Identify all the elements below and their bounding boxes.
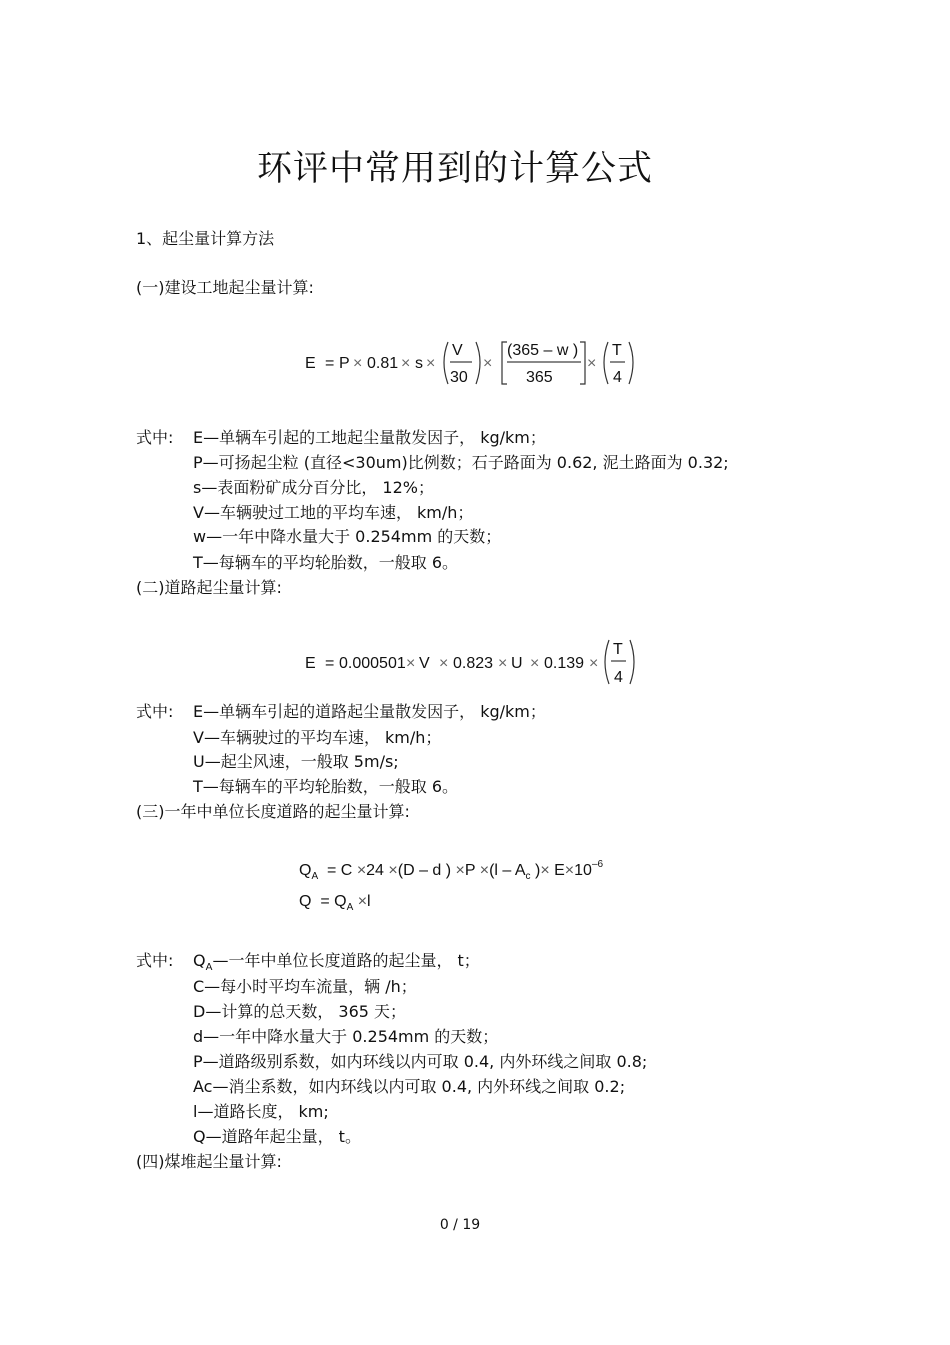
section-heading: 1、起尘量计算方法 — [136, 229, 275, 248]
definition-line: C—每小时平均车流量，辆 /h； — [193, 977, 417, 996]
svg-text:V: V — [419, 655, 430, 672]
definition-line: D—计算的总天数， 365 天； — [193, 1002, 407, 1021]
svg-text:×: × — [401, 355, 411, 372]
definition-line: Ac—消尘系数，如内环线以内可取 0.4, 内外环线之间取 0.2; — [193, 1077, 626, 1096]
svg-text:×: × — [498, 655, 508, 672]
definition-line: d—一年中降水量大于 0.254mm 的天数； — [193, 1027, 499, 1046]
svg-text:V: V — [452, 342, 463, 359]
definition-line: $Q_A—$一年中单位长度道路的起尘量， t； — [193, 951, 480, 973]
svg-text:4: 4 — [614, 669, 623, 686]
svg-text:0.000501: 0.000501 — [339, 655, 406, 672]
definition-line: w—一年中降水量大于 0.254mm 的天数； — [193, 527, 502, 546]
definition-line: l—道路长度， km; — [193, 1102, 329, 1121]
svg-text:×: × — [587, 355, 597, 372]
svg-text:U: U — [511, 655, 523, 672]
definition-line: E—单辆车引起的工地起尘量散发因子， kg/km； — [193, 428, 546, 447]
where-label: 式中: — [136, 702, 174, 721]
svg-text:(365 – w ): (365 – w ) — [507, 342, 579, 359]
subsection-heading-1: (一)建设工地起尘量计算: — [136, 278, 314, 297]
svg-text:=: = — [325, 655, 335, 672]
svg-text:4: 4 — [613, 369, 622, 386]
svg-text:×: × — [483, 355, 493, 372]
svg-text:×: × — [353, 355, 363, 372]
definition-line: V—车辆驶过工地的平均车速， km/h； — [193, 503, 474, 522]
svg-text:30: 30 — [450, 369, 468, 386]
where-label: 式中: — [136, 428, 174, 447]
svg-text:0.81: 0.81 — [367, 355, 399, 372]
formula-unit-length-dust: $Q_A = C \times 24 \times(D - d$ ) $\times P \times(l - A_c$ )× $E\times 10^{-6}$ — [299, 859, 604, 882]
definition-line: Q—道路年起尘量， t。 — [193, 1127, 361, 1146]
definition-line: V—车辆驶过的平均车速， km/h； — [193, 728, 442, 747]
definition-line: T—每辆车的平均轮胎数，一般取 6。 — [193, 777, 459, 796]
subsection-heading-2: (二)道路起尘量计算: — [136, 578, 282, 597]
subsection-heading-3: (三)一年中单位长度道路的起尘量计算: — [136, 802, 410, 821]
definition-line: U—起尘风速，一般取 5m/s; — [193, 752, 399, 771]
svg-text:×: × — [406, 655, 416, 672]
svg-text:×: × — [589, 655, 599, 672]
svg-text:×: × — [530, 655, 540, 672]
svg-text:P: P — [339, 355, 350, 372]
page-number: 0 / 19 — [439, 1217, 481, 1233]
subsection-heading-4: (四)煤堆起尘量计算: — [136, 1152, 282, 1171]
where-label: 式中: — [136, 951, 174, 970]
page-title: 环评中常用到的计算公式 — [256, 149, 653, 189]
definition-line: E—单辆车引起的道路起尘量散发因子， kg/km； — [193, 702, 546, 721]
formula-construction-dust — [295, 336, 655, 392]
svg-text:E: E — [305, 655, 316, 672]
svg-text:×: × — [439, 655, 449, 672]
svg-text:E: E — [305, 355, 316, 372]
svg-text:365: 365 — [526, 369, 553, 386]
svg-text:×: × — [426, 355, 436, 372]
definition-line: T—每辆车的平均轮胎数，一般取 6。 — [193, 553, 459, 572]
svg-text:T: T — [613, 641, 623, 658]
definition-line: s—表面粉矿成分百分比， 12%； — [193, 478, 434, 497]
svg-text:0.823: 0.823 — [453, 655, 494, 672]
definition-line: P—道路级别系数，如内环线以内可取 0.4, 内外环线之间取 0.8; — [193, 1052, 648, 1071]
formula-road-dust — [295, 636, 655, 692]
svg-text:=: = — [325, 355, 335, 372]
svg-text:T: T — [612, 342, 622, 359]
svg-text:s: s — [415, 355, 423, 372]
formula-annual-dust: $Q = Q_A \times l$ — [299, 893, 371, 913]
definition-line: P—可扬起尘粒 (直径<30um)比例数；石子路面为 0.62, 泥土路面为 0.32; — [193, 453, 729, 472]
svg-text:0.139: 0.139 — [544, 655, 585, 672]
